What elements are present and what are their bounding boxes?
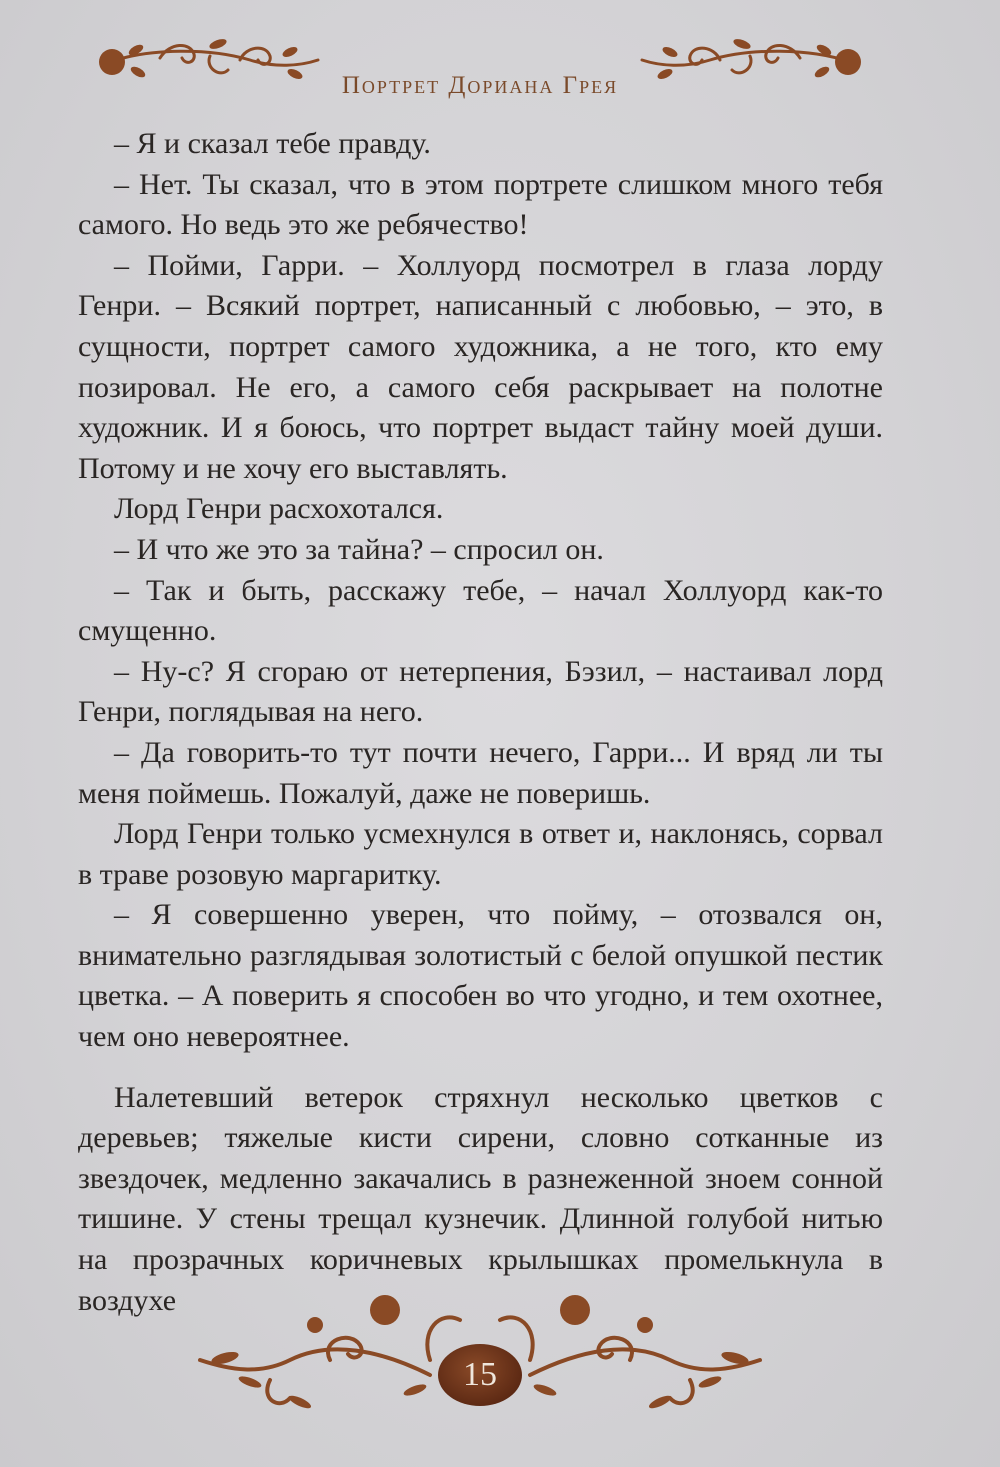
page-number: 15 bbox=[463, 1356, 497, 1393]
paragraph: – Нет. Ты сказал, что в этом портрете слишком много тебя самого. Но ведь это же ребячество! bbox=[78, 167, 883, 242]
paragraph: – Так и быть, расскажу тебе, – начал Холлуорд как-то смущенно. bbox=[78, 573, 883, 648]
paragraph: Лорд Генри только усмехнулся в ответ и, наклонясь, сорвал в траве розовую маргаритку. bbox=[78, 817, 883, 891]
paragraph: – И что же это за тайна? – спросил он. bbox=[114, 532, 604, 566]
paragraph: Налетевший ветерок стряхнул несколько цветков с деревьев; тяжелые кисти сирени, словно сотканные из звездочек, медленно закачались в разнеженной зноем сонной тишине. У стены трещал кузнечик. Длинной голубой нитью на прозрачных коричневых крылышках промелькнула в воздухе bbox=[78, 1080, 883, 1317]
paragraph: – Ну-с? Я сгораю от нетерпения, Бэзил, – настаивал лорд Генри, поглядывая на него. bbox=[78, 654, 883, 729]
paragraph: – Пойми, Гарри. – Холлуорд посмотрел в глаза лорду Генри. – Всякий портрет, написанный с любовью, – это, в сущности, портрет самого художника, а не того, кто ему позировал. Не его, а самого себя раскрывает на полотне художник. И я боюсь, что портрет выдаст тайну моей души. Потому и не хочу его выставлять. bbox=[78, 248, 883, 485]
paragraph: – Я совершенно уверен, что пойму, – отозвался он, внимательно разглядывая золотистый с белой опушкой пестик цветка. – А поверить я способен во что угодно, и тем охотнее, чем оно невероятнее. bbox=[78, 898, 883, 1054]
running-title: Портрет Дориана Грея bbox=[341, 72, 619, 99]
page-footer bbox=[180, 1290, 780, 1440]
body-text bbox=[78, 124, 883, 1321]
paragraph: Лорд Генри расхохотался. bbox=[114, 492, 444, 526]
paragraph: – Да говорить-то тут почти нечего, Гарри... И вряд ли ты меня поймешь. Пожалуй, даже не поверишь. bbox=[78, 735, 883, 810]
paragraph: – Я и сказал тебе правду. bbox=[114, 127, 431, 160]
page-header bbox=[90, 28, 870, 98]
